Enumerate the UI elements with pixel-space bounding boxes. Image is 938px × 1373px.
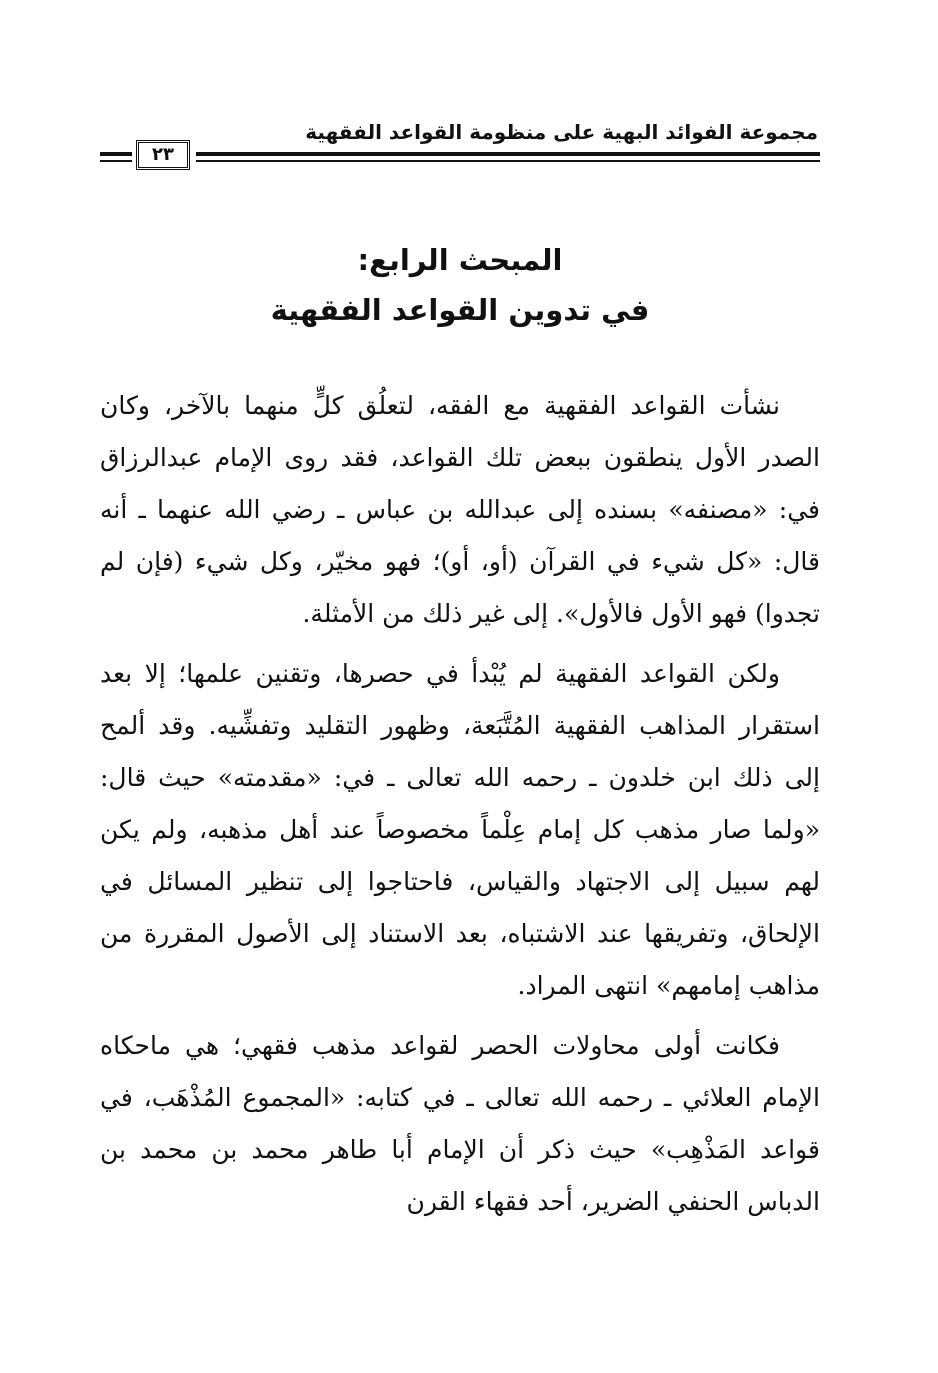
header-rule-left-thick: [100, 152, 132, 156]
header-rule-thick: [196, 152, 820, 156]
section-subheading: في تدوين القواعد الفقهية: [270, 293, 650, 327]
page-number: [136, 140, 190, 170]
page-number-text: ٢٣: [152, 144, 174, 165]
paragraph-2: ولكن القواعد الفقهية لم يُبْدأ في حصرها، وتقنين علمها؛ إلا بعد استقرار المذاهب الفقهية المُتَّبَعة، وظهور التقليد وتفشِّيه. وقد ألمح إلى ذلك ابن خلدون ـ رحمه الله تعالى ـ في: «مقدمته» حيث قال: «ولما صار مذهب كل إمام عِلْماً مخصوصاً عند أهل مذهبه، ولم يكن لهم سبيل إلى الاجتهاد والقياس، فاحتاجوا إلى تنظير المسائل في الإلحاق، وتفريقها عند الاشتباه، بعد الاستناد إلى الأصول المقررة من مذاهب إمامهم» انتهى المراد.: [100, 659, 820, 1000]
header-rule-left-thin: [100, 160, 132, 162]
paragraph-3: فكانت أولى محاولات الحصر لقواعد مذهب فقهي؛ هي ماحكاه الإمام العلائي ـ رحمه الله تعالى ـ في كتابه: «المجموع المُذْهَب، في قواعد المَذْهِب» حيث ذكر أن الإمام أبا طاهر محمد بن محمد بن الدباس الحنفي الضرير، أحد فقهاء القرن: [100, 1031, 820, 1216]
running-header-title: مجموعة الفوائد البهية على منظومة القواعد الفقهية: [305, 120, 818, 144]
paragraph-1: نشأت القواعد الفقهية مع الفقه، لتعلُق كلٍّ منهما بالآخر، وكان الصدر الأول ينطقون ببعض تلك القواعد، فقد روى الإمام عبدالرزاق في: «مصنفه» بسنده إلى عبدالله بن عباس ـ رضي الله عنهما ـ أنه قال: «كل شيء في القرآن (أو، أو)؛ فهو مخيّر، وكل شيء (فإن لم تجدوا) فهو الأول فالأول». إلى غير ذلك من الأمثلة.: [100, 391, 820, 628]
header-rule-thin: [196, 160, 820, 162]
section-heading: المبحث الرابع:: [357, 243, 563, 277]
body-text: [100, 380, 820, 1236]
